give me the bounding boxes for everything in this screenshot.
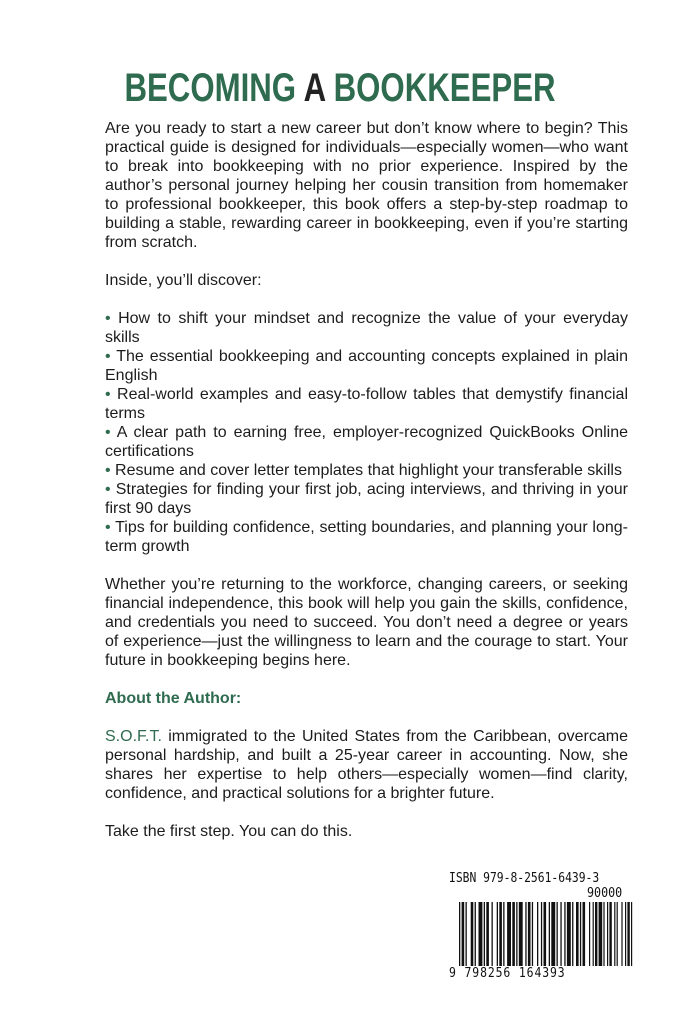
closing-paragraph: Whether you’re returning to the workforce, changing careers, or seeking financial independence, this book will help you gain the skills, confidence, and credentials you need to succeed. You don’t need a degree or years of experience—just the willingness to learn and the courage to start. Your future in bookkeeping begins here. (105, 576, 628, 669)
bullet-icon: • (105, 462, 116, 479)
intro-paragraph: Are you ready to start a new career but don’t know where to begin? This practical guide is designed for individuals—especially women—who want to break into bookkeeping with no prior experience. Inspired by the author’s personal journey helping her cousin transition from homemaker to professional bookkeeper, this book offers a step-by-step roadmap to building a stable, rewarding career in bookkeeping, even if you’re starting from scratch. (105, 120, 628, 251)
author-name: S.O.F.T. (105, 728, 162, 745)
title-part-bookkeeper: BOOKKEEPER (333, 66, 556, 110)
author-bio (105, 727, 628, 803)
feature-text: Strategies for finding your first job, acing interviews, and thriving in your first 90 days (105, 481, 628, 517)
feature-list-item (105, 423, 628, 461)
feature-list-item (105, 347, 628, 385)
bullet-icon: • (105, 348, 117, 365)
price-code: 90000 (587, 886, 623, 901)
bullet-icon: • (105, 310, 119, 327)
feature-list-item (105, 480, 628, 518)
final-line: Take the first step. You can do this. (105, 823, 353, 840)
bullet-icon: • (105, 519, 116, 536)
feature-text: Real-world examples and easy-to-follow tables that demystify financial terms (105, 386, 628, 422)
feature-list-item (105, 385, 628, 423)
feature-text: Tips for building confidence, setting boundaries, and planning your long-term growth (105, 519, 628, 555)
isbn-label: ISBN 979-8-2561-6439-3 (449, 870, 600, 886)
inside-label: Inside, you’ll discover: (105, 272, 262, 289)
about-heading: About the Author: (105, 690, 242, 707)
feature-list (105, 309, 628, 556)
author-bio-text: immigrated to the United States from the Caribbean, overcame personal hardship, and built a 25-year career in accounting. Now, she shares her expertise to help others—especially women—find clarity, confidence, and practical solutions for a brighter future. (105, 728, 628, 802)
bullet-icon: • (105, 386, 118, 403)
title-part-becoming: BECOMING (124, 66, 297, 110)
ean-number: 9 798256 164393 (449, 966, 566, 981)
feature-list-item (105, 461, 628, 480)
feature-text: How to shift your mindset and recognize the value of your everyday skills (105, 310, 629, 346)
bullet-icon: • (105, 424, 117, 441)
feature-text: Resume and cover letter templates that highlight your transferable skills (115, 462, 622, 479)
feature-text: A clear path to earning free, employer-recognized QuickBooks Online certifications (105, 424, 628, 460)
bullet-icon: • (105, 481, 116, 498)
back-cover-text (105, 119, 628, 841)
book-title (75, 62, 605, 114)
title-part-a: A (303, 66, 325, 110)
feature-list-item (105, 518, 628, 556)
feature-list-item (105, 309, 628, 347)
feature-text: The essential bookkeeping and accounting concepts explained in plain English (105, 348, 629, 384)
